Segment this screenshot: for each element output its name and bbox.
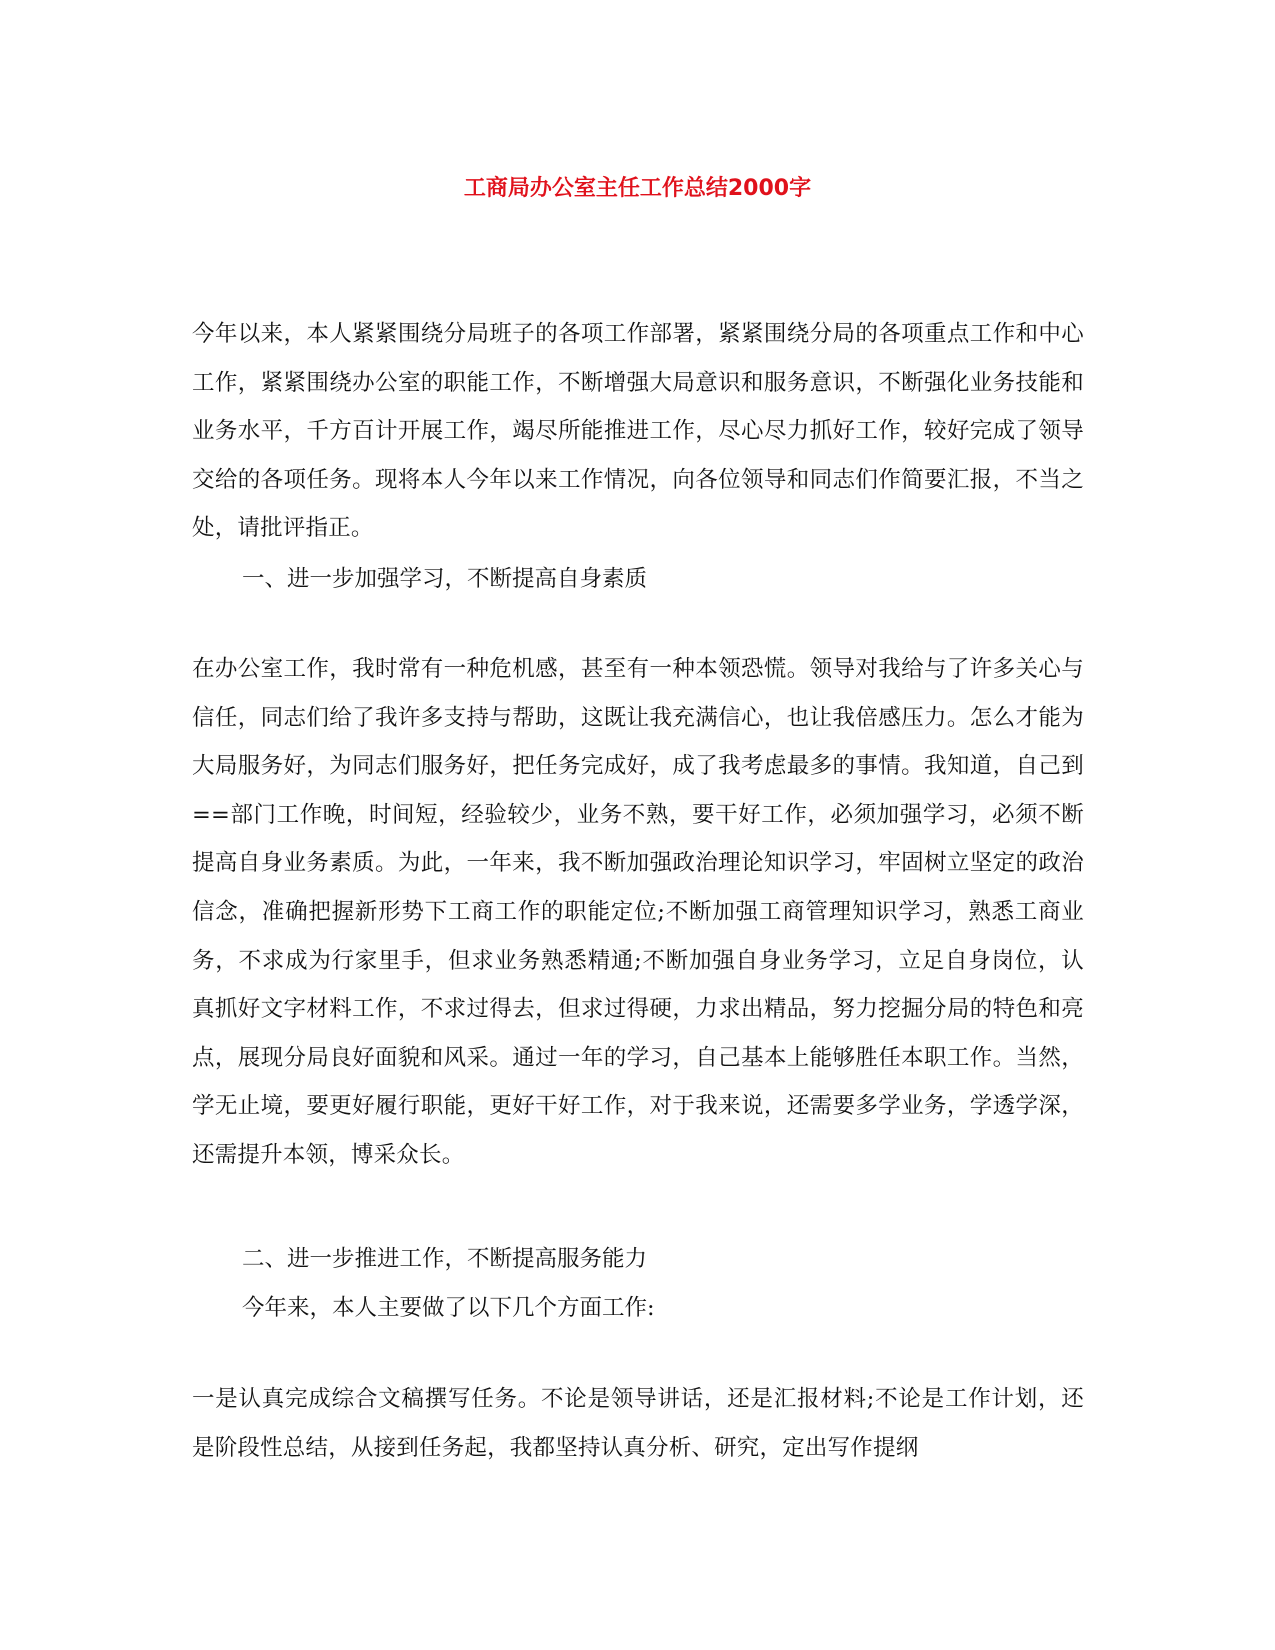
section-1-paragraph: 在办公室工作，我时常有一种危机感，甚至有一种本领恐慌。领导对我给与了许多关心与信任，同志们给了我许多支持与帮助，这既让我充满信心，也让我倍感压力。怎么才能为大局服务好，为同志们服务好，把任务完成好，成了我考虑最多的事情。我知道，自己到==部门工作晚，时间短，经验较少，业务不熟，要干好工作，必须加强学习，必须不断提高自身业务素质。为此，一年来，我不断加强政治理论知识学习，牢固树立坚定的政治信念，准确把握新形势下工商工作的职能定位;不断加强工商管理知识学习，熟悉工商业务，不求成为行家里手，但求业务熟悉精通;不断加强自身业务学习，立足自身岗位，认真抓好文字材料工作，不求过得去，但求过得硬，力求出精品，努力挖掘分局的特色和亮点，展现分局良好面貌和风采。通过一年的学习，自己基本上能够胜任本职工作。当然，学无止境，要更好履行职能，更好干好工作，对于我来说，还需要多学业务，学透学深，还需提升本领，博采众长。 [192, 656, 1084, 1168]
section-2-item-1: 一是认真完成综合文稿撰写任务。不论是领导讲话，还是汇报材料;不论是工作计划，还是阶段性总结，从接到任务起，我都坚持认真分析、研究，定出写作提纲 [192, 1386, 1084, 1461]
document-title: 工商局办公室主任工作总结2000字 [463, 176, 812, 201]
section-2-intro: 今年来，本人主要做了以下几个方面工作: [242, 1295, 655, 1321]
intro-paragraph: 今年以来，本人紧紧围绕分局班子的各项工作部署，紧紧围绕分局的各项重点工作和中心工作，紧紧围绕办公室的职能工作，不断增强大局意识和服务意识，不断强化业务技能和业务水平，千方百计开展工作，竭尽所能推进工作，尽心尽力抓好工作，较好完成了领导交给的各项任务。现将本人今年以来工作情况，向各位领导和同志们作简要汇报，不当之处，请批评指正。 [192, 321, 1084, 542]
section-heading-1: 一、进一步加强学习，不断提高自身素质 [242, 566, 648, 592]
section-heading-2: 二、进一步推进工作，不断提高服务能力 [242, 1246, 648, 1272]
